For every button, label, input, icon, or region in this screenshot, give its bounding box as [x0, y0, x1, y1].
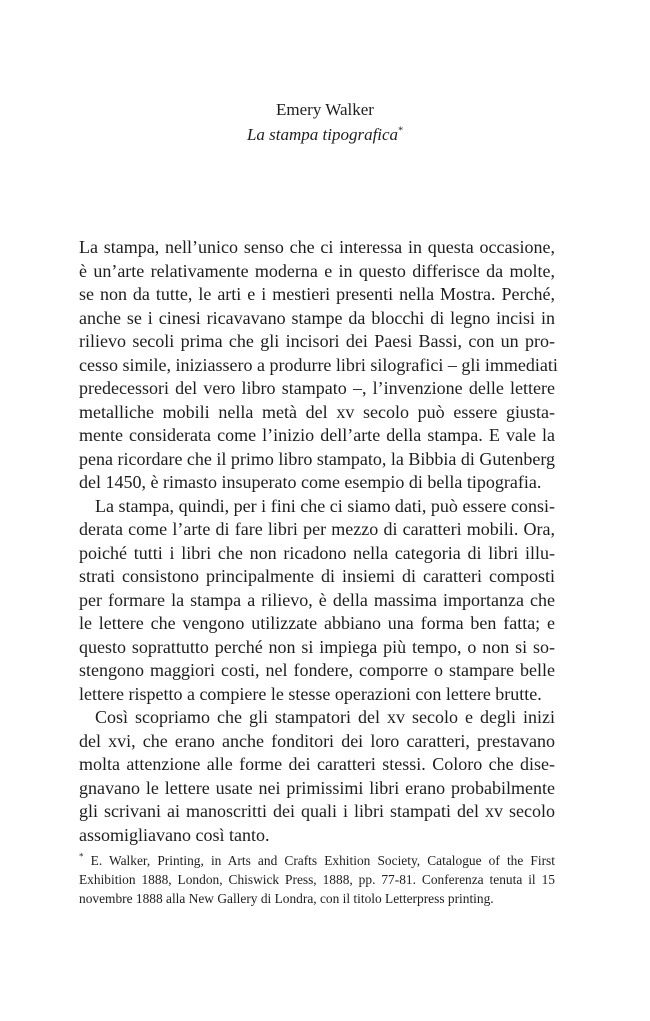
paragraph-2: [79, 495, 555, 707]
footnote-reference-mark: *: [398, 125, 404, 137]
text-line: mente considerata come l’inizio dell’arte della stampa. E vale la: [79, 425, 555, 445]
text-line: derata come l’arte di fare libri per mezzo di caratteri mobili. Ora,: [79, 519, 555, 539]
text-line: La stampa, quindi, per i fini che ci siamo dati, può essere consi-: [95, 495, 555, 516]
text-line: le lettere che vengono utilizzate abbiano una forma ben fatta; e: [79, 613, 555, 633]
text-line: per formare la stampa a rilievo, è della massima importanza che: [79, 589, 555, 610]
paragraph-1: [79, 236, 558, 495]
text-line: gnavano le lettere usate nei primissimi libri erano probabilmente: [79, 777, 555, 798]
chapter-header: [0, 97, 650, 147]
text-line: questo soprattutto perché non si impiega più tempo, o non si so-: [79, 636, 555, 657]
chapter-title-text: La stampa tipografica: [246, 125, 399, 144]
text-line: La stampa, nell’unico senso che ci interessa in questa occasione,: [79, 237, 555, 257]
chapter-title: [0, 122, 650, 147]
footnote: [79, 851, 555, 908]
body-text: [79, 236, 558, 847]
text-line: anche se i cinesi ricavavano stampe da blocchi di legno incisi in: [79, 307, 555, 328]
text-line: del xvi, che erano anche fonditori dei loro caratteri, prestavano: [79, 730, 555, 751]
text-line: Così scopriamo che gli stampatori del xv secolo e degli inizi: [95, 707, 555, 727]
text-line: molta attenzione alle forme dei caratteri stessi. Coloro che dise-: [79, 754, 555, 774]
text-line: metalliche mobili nella metà del xv secolo può essere giusta-: [79, 401, 555, 422]
footnote-line-1-text: E. Walker, Printing, in Arts and Crafts Exhition Society, Catalogue of the First: [90, 853, 555, 868]
footnote-line-2: Exhibition 1888, London, Chiswick Press, 1888, pp. 77-81. Conferenza tenuta il 15: [79, 872, 555, 887]
paragraph-3: [79, 706, 555, 847]
text-line: predecessori del vero libro stampato –, l’invenzione delle lettere: [79, 378, 555, 398]
text-line: se non da tutte, le arti e i mestieri presenti nella Mostra. Perché,: [79, 284, 555, 304]
text-line: lettere rispetto a compiere le stesse operazioni con lettere brutte.: [79, 683, 542, 704]
text-line: pena ricordare che il primo libro stampato, la Bibbia di Gutenberg: [79, 448, 556, 469]
author-name: Emery Walker: [276, 100, 374, 119]
text-line: strati consistono principalmente di insiemi di caratteri composti: [79, 566, 555, 586]
footnote-line-3: novembre 1888 alla New Gallery di Londra, con il titolo Letterpress printing.: [79, 891, 494, 906]
footnote-line-1: [79, 851, 555, 870]
text-line: stengono maggiori costi, nel fondere, comporre o stampare belle: [79, 660, 555, 680]
footnote-mark: *: [79, 851, 84, 862]
text-line: del 1450, è rimasto insuperato come esempio di bella tipografia.: [79, 472, 542, 492]
text-line: gli scrivani ai manoscritti dei quali i libri stampati del xv secolo: [79, 801, 555, 821]
text-line: assomigliavano così tanto.: [79, 824, 270, 845]
text-line: è un’arte relativamente moderna e in questo differisce da molte,: [79, 260, 555, 281]
text-line: poiché tutti i libri che non ricadono nella categoria di libri illu-: [79, 542, 555, 563]
text-line: cesso simile, iniziassero a produrre libri silografici – gli immediati: [79, 354, 558, 375]
text-line: rilievo secoli prima che gli incisori dei Paesi Bassi, con un pro-: [79, 331, 555, 351]
